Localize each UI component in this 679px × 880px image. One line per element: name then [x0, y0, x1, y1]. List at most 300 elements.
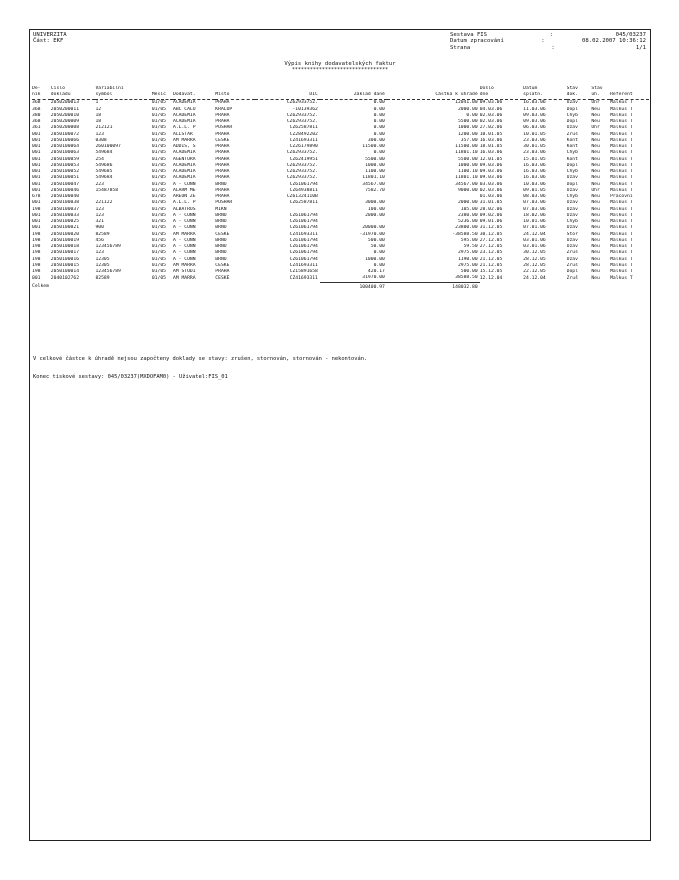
table-cell: 001	[32, 187, 41, 193]
table-cell: CZ41693311	[289, 231, 318, 237]
table-cell: 2050200013	[50, 100, 80, 106]
table-cell: 18	[95, 112, 102, 118]
table-cell: Dopl	[566, 119, 578, 125]
table-cell: -10139362	[292, 106, 318, 112]
table-cell: 198	[32, 269, 41, 275]
table-cell: Neu	[591, 181, 600, 187]
table-cell: Zruš	[566, 131, 578, 137]
table-cell: 2050100047	[50, 181, 80, 187]
table-cell: 1000.00	[365, 162, 385, 168]
table-cell: Uhr	[591, 125, 600, 131]
table-cell: Malkus T	[610, 181, 633, 187]
table-cell: Malkus T	[610, 175, 633, 181]
table-cell: Malkus T	[610, 237, 633, 243]
table-cell: 595.00	[460, 237, 478, 243]
column-header: Základ daně	[320, 92, 387, 100]
table-cell: 123456789	[95, 244, 121, 250]
table-cell: 260100097	[95, 144, 121, 150]
table-cell: 01/05	[151, 150, 166, 156]
table-cell: 01/05	[151, 256, 166, 262]
table-cell: 1	[95, 100, 99, 106]
table-cell: 01/05	[151, 244, 166, 250]
table-cell: PRAHA	[215, 119, 230, 125]
table-cell: CZ28492202	[289, 131, 318, 137]
table-cell: 01/05	[151, 169, 166, 175]
table-cell: ČESKÉ	[215, 231, 230, 237]
table-cell: Neu	[591, 156, 600, 162]
table-cell: 2050100051	[50, 175, 80, 181]
table-cell: ACADEMIA	[173, 150, 196, 156]
table-cell: Uzav	[566, 212, 578, 218]
table-cell: 24.12.04	[523, 275, 546, 281]
table-cell: 2050100019	[50, 237, 80, 243]
table-cell: Malkus T	[610, 106, 633, 112]
table-cell: AM STUDI	[173, 269, 196, 275]
report-title-underline: ********************************	[291, 66, 389, 73]
table-cell: A - CONN	[173, 237, 196, 243]
table-cell: Neu	[591, 137, 600, 143]
table-cell: Malkus T	[610, 250, 633, 256]
table-cell: 2050100037	[50, 206, 80, 212]
column-header: Datum	[523, 86, 538, 91]
table-cell: 01/05	[151, 112, 166, 118]
table-cell: 1200.00	[457, 131, 478, 137]
table-cell: BRNO	[215, 250, 227, 256]
table-cell: 01/05	[151, 119, 166, 125]
table-cell: 5500.00	[457, 119, 478, 125]
table-cell: 001	[32, 275, 41, 281]
table-cell: 04.03.06	[479, 106, 503, 112]
table-cell: 59.50	[463, 244, 478, 250]
table-cell: PRAHA	[215, 162, 230, 168]
table-cell: 0.00	[373, 125, 385, 131]
table-cell: CZ62933752.	[286, 162, 318, 168]
table-cell: ACADEMIA	[173, 112, 196, 118]
table-cell: Pracovní	[610, 194, 633, 200]
table-cell: 30.01.05	[523, 144, 546, 150]
table-cell: 1190.00	[457, 256, 478, 262]
column-header: splatn.	[523, 92, 566, 100]
table-cell: 16.03.06	[523, 175, 546, 181]
table-cell: 368	[32, 100, 41, 106]
table-cell: 09.03.06	[523, 119, 546, 125]
column-header: DIČ	[255, 92, 320, 100]
table-cell: Uzav	[566, 244, 578, 250]
column-header: De-	[32, 86, 41, 91]
table-cell: 212121	[95, 125, 113, 131]
table-cell: 001	[32, 131, 41, 137]
table-cell: 21.12.05	[479, 256, 503, 262]
table-cell: 5236.00	[457, 219, 478, 225]
table-body	[32, 100, 649, 282]
table-cell: Neu	[591, 175, 600, 181]
table-cell: PRAHA	[215, 112, 230, 118]
table-cell: 09.03.06	[479, 169, 503, 175]
table-cell: Malkus T	[610, 269, 633, 275]
table-cell: 11801.10	[455, 175, 478, 181]
table-cell: 456	[95, 237, 104, 243]
table-cell: 03.01.06	[523, 237, 546, 243]
table-cell: KRALUP	[215, 106, 233, 112]
table-cell: -31970.00	[359, 231, 385, 237]
table-cell: 2000.00	[365, 212, 385, 218]
table-cell: 09.01.06	[479, 219, 503, 225]
table-cell: ACADEMIA	[173, 100, 196, 106]
table-cell: 500.00	[460, 269, 478, 275]
table-cell: 0.00	[373, 250, 385, 256]
table-cell: 2050100066	[50, 137, 80, 143]
table-cell: 07.01.06	[523, 225, 546, 231]
report-page	[29, 29, 651, 841]
table-cell: 678	[32, 194, 41, 200]
table-cell: CZ62933752.	[286, 150, 318, 156]
table-cell: Zruš	[566, 250, 578, 256]
table-cell: 123	[95, 212, 104, 218]
table-cell: 2050200008	[50, 125, 80, 131]
table-cell: 03.03.06	[479, 181, 503, 187]
table-cell: CZ62933752.	[286, 112, 318, 118]
table-cell: 82589	[95, 231, 110, 237]
table-cell: 001	[32, 144, 41, 150]
table-cell: 01/05	[151, 144, 166, 150]
table-cell: 001	[32, 181, 41, 187]
table-cell: Chyb	[566, 150, 578, 156]
table-cell: 09.02.06	[479, 212, 503, 218]
table-cell: 01/05	[151, 237, 166, 243]
table-cell: 12.12.04	[479, 275, 503, 281]
table-cell: 10.01.05	[523, 131, 546, 137]
table-cell: Malkus T	[610, 225, 633, 231]
column-header: ník	[32, 92, 51, 100]
table-cell: AM MARRA	[173, 262, 196, 268]
table-cell: 2050100038	[50, 200, 80, 206]
table-row	[32, 275, 649, 282]
table-cell: 2050100033	[50, 212, 80, 218]
table-cell: 01/05	[151, 250, 166, 256]
table-cell: 0.00	[466, 112, 478, 118]
table-cell: 01/05	[151, 212, 166, 218]
table-cell: 198	[32, 250, 41, 256]
table-cell: CZ61061794	[289, 256, 318, 262]
table-cell: 123	[95, 206, 104, 212]
total-row	[32, 282, 649, 291]
header-meta-value: 045/03237	[615, 32, 646, 38]
table-cell: Neu	[591, 150, 600, 156]
table-cell: AM MARRA	[173, 137, 196, 143]
table-cell: 254	[95, 156, 104, 162]
table-cell: 198	[32, 231, 41, 237]
total-amount: 148032.80	[387, 282, 480, 291]
table-cell: 34567.00	[362, 181, 385, 187]
table-cell: 11500.00	[362, 144, 385, 150]
table-cell: ACADEMIA	[173, 119, 196, 125]
table-cell: Neu	[591, 262, 600, 268]
table-cell: 001	[32, 212, 41, 218]
column-header: symbol	[95, 92, 151, 100]
table-cell: Kont	[566, 156, 578, 162]
table-cell: 001	[32, 137, 41, 143]
column-header: Došlo	[479, 86, 494, 91]
table-cell: 01/05	[151, 106, 166, 112]
table-cell: 18.02.06	[523, 212, 546, 218]
table-cell: 30.12.05	[479, 231, 503, 237]
table-cell: CZ15891658	[289, 269, 318, 275]
table-cell: 1100.00	[365, 169, 385, 175]
table-cell: 22.12.05	[523, 269, 546, 275]
header-meta-sep: :	[551, 44, 555, 51]
table-cell: 09.01.05	[523, 187, 546, 193]
table-cell: PRAHA	[215, 131, 230, 137]
table-cell: CZ41693311	[289, 137, 318, 143]
table-cell: 0.00	[373, 150, 385, 156]
table-cell: Neu	[591, 212, 600, 218]
table-cell: 12	[95, 106, 102, 112]
column-header: Číslo	[50, 86, 65, 91]
table-cell: 001	[32, 169, 41, 175]
column-header: Měsíc	[152, 92, 173, 100]
table-cell: 01/05	[151, 219, 166, 225]
table-cell: POSHAŘ	[215, 125, 233, 131]
table-cell: ALLSTAR	[173, 131, 193, 137]
table-cell: Malkus T	[610, 150, 633, 156]
table-cell: 1000.00	[457, 125, 478, 131]
table-cell: 01/05	[151, 194, 166, 200]
table-cell: 01/05	[151, 206, 166, 212]
table-cell: 123456789	[95, 269, 121, 275]
total-base: 100400.97	[320, 282, 387, 291]
invoice-table	[32, 86, 649, 291]
table-cell: Chyb	[566, 169, 578, 175]
table-cell: CZ41693311	[289, 262, 318, 268]
table-cell: 368	[32, 119, 41, 125]
table-cell: 0.00	[373, 100, 385, 106]
table-cell: 0.00	[373, 262, 385, 268]
table-cell: Malkus T	[610, 112, 633, 118]
table-cell: 20000.00	[362, 225, 385, 231]
table-cell: 2050100018	[50, 244, 80, 250]
table-cell: 361	[32, 125, 41, 131]
table-cell: Malkus T	[610, 119, 633, 125]
table-cell: A - CONN	[173, 256, 196, 262]
table-cell: 12305	[95, 256, 110, 262]
table-cell: BRNO	[215, 237, 227, 243]
table-cell: 23800.00	[455, 225, 478, 231]
table-cell: CZ26179890	[289, 144, 318, 150]
table-cell: 01/05	[151, 225, 166, 231]
table-cell: 2050100053	[50, 162, 80, 168]
table-cell: Malkus T	[610, 125, 633, 131]
table-cell: 198	[32, 206, 41, 212]
table-cell: Uhr	[591, 100, 600, 106]
table-cell: 2050100072	[50, 131, 80, 137]
table-cell: Dopl	[566, 269, 578, 275]
table-cell: 2380.00	[457, 212, 478, 218]
table-cell: 16.03.06	[523, 162, 546, 168]
table-cell: CZ61324110B	[286, 194, 318, 200]
table-cell: 2050100059	[50, 156, 80, 162]
total-note: V celkové částce k úhradě nejsou započteny doklady se stavy: zrušen, stornován, stornován - nekontován.	[33, 356, 368, 362]
table-cell: BRNO	[215, 212, 227, 218]
table-cell: 31.12.05	[479, 225, 503, 231]
table-cell: -38588.50	[452, 231, 478, 237]
table-cell: ACADEMIA	[173, 162, 196, 168]
report-footer: Konec tiskové sestavy: 045/03237(MXDOFAM0) - Uživatel:FIS_01	[33, 374, 228, 380]
table-cell: Malkus T	[610, 206, 633, 212]
table-cell: PRAHA	[215, 150, 230, 156]
table-cell: 2050200009	[50, 119, 80, 125]
header-meta-label: Datum zpracování	[450, 38, 504, 45]
table-cell: Malkus T	[610, 244, 633, 250]
column-header: Stav	[566, 86, 578, 91]
table-cell: 01/05	[151, 262, 166, 268]
table-cell: BRNO	[215, 181, 227, 187]
table-cell: PRAHA	[215, 187, 230, 193]
table-cell: CZ61061794	[289, 244, 318, 250]
header-meta-label: Sestava FIS	[450, 32, 488, 38]
table-cell: Neu	[591, 200, 600, 206]
table-header-row-2	[32, 92, 649, 100]
table-cell: Neu	[591, 225, 600, 231]
table-row	[32, 100, 649, 107]
table-cell: 198	[32, 256, 41, 262]
table-cell: 2975.00	[457, 250, 478, 256]
table-cell: 2050100021	[50, 225, 80, 231]
column-header: Částka k úhradě	[387, 92, 480, 100]
table-cell: 07.03.06	[523, 206, 546, 212]
table-cell: 23.12.05	[479, 250, 503, 256]
table-cell: 549684	[95, 150, 113, 156]
table-cell: 09.03.06	[523, 112, 546, 118]
table-cell: 001	[32, 150, 41, 156]
table-cell: 001	[32, 219, 41, 225]
table-cell: 2000.00	[457, 200, 478, 206]
table-cell: ACADEMIA	[173, 175, 196, 181]
table-cell: ČESKÉ	[215, 262, 230, 268]
table-cell: 10.01.05	[479, 131, 503, 137]
table-cell: Malkus T	[610, 262, 633, 268]
table-cell: Malkus T	[610, 219, 633, 225]
table-cell: 2050100015	[50, 262, 80, 268]
table-cell: 01/05	[151, 156, 166, 162]
table-cell: CZ61061794	[289, 250, 318, 256]
table-cell: Neu	[591, 144, 600, 150]
table-cell: A - CONN	[173, 244, 196, 250]
table-cell: 2050100016	[50, 256, 80, 262]
table-cell: 1100.10	[457, 169, 478, 175]
table-cell: 2050100025	[50, 219, 80, 225]
table-cell: A - CONN	[173, 212, 196, 218]
table-cell: CZ62587811	[289, 200, 318, 206]
table-cell: PRAHA	[215, 100, 230, 106]
table-cell: A - CONN	[173, 225, 196, 231]
table-cell: ALBATROS	[173, 206, 196, 212]
table-cell: CZ61061794	[289, 219, 318, 225]
table-cell: Kont	[566, 137, 578, 143]
table-cell: PRAHA	[215, 175, 230, 181]
table-cell: 0308	[95, 137, 107, 143]
table-cell: 5500.00	[365, 156, 385, 162]
table-cell: 23.03.06	[523, 137, 546, 143]
table-cell: 34567.00	[455, 181, 478, 187]
table-cell: Malkus T	[610, 275, 633, 281]
header-meta-sep: :	[541, 38, 545, 45]
table-cell: 12.01.05	[479, 156, 503, 162]
table-cell: 06.03.06	[523, 125, 546, 131]
table-cell: 2050100020	[50, 231, 80, 237]
table-cell: BRNO	[215, 256, 227, 262]
column-header: dne	[480, 92, 523, 100]
table-cell: ALARM ME	[173, 187, 196, 193]
table-cell: 01/05	[151, 131, 166, 137]
table-cell: CZ61061794	[289, 237, 318, 243]
table-cell: Malkus T	[610, 100, 633, 106]
table-cell: Neu	[591, 194, 600, 200]
table-cell: 27.02.06	[479, 125, 503, 131]
institution-name: UNIVERZITA	[33, 32, 67, 38]
table-cell: 2050100064	[50, 144, 80, 150]
table-cell: 28.02.06	[479, 206, 503, 212]
table-cell: 001	[32, 200, 41, 206]
table-cell: 01/05	[151, 181, 166, 187]
table-cell: CZ64938811	[289, 187, 318, 193]
table-cell: 02.03.06	[479, 187, 503, 193]
table-cell: Neu	[591, 162, 600, 168]
table-cell: CZ62933752.	[286, 169, 318, 175]
table-cell: 357.00	[460, 137, 478, 143]
table-cell: ČESKÉ	[215, 275, 230, 281]
header-meta-sep: :	[549, 32, 554, 38]
report-header-right	[450, 32, 646, 51]
table-cell: 549684	[95, 175, 113, 181]
table-cell: A - CONN	[173, 181, 196, 187]
table-cell: 2050100017	[50, 250, 80, 256]
column-header: Referent	[610, 92, 649, 100]
table-cell: 1000.00	[457, 162, 478, 168]
table-cell: PRAHA	[215, 169, 230, 175]
header-meta-value: 08.02.2007 10:36:12	[581, 38, 646, 45]
table-cell: AM MARRA	[173, 275, 196, 281]
table-cell: 24.12.04	[523, 231, 546, 237]
table-cell: BRNO	[215, 219, 227, 225]
column-header: dokladu	[51, 92, 96, 100]
table-cell: 27.12.05	[479, 237, 503, 243]
table-cell: 001	[32, 225, 41, 231]
table-cell: AM MARRA	[173, 231, 196, 237]
table-cell: 1000.00	[365, 256, 385, 262]
table-cell: 223	[95, 181, 104, 187]
table-cell: 31970.00	[362, 275, 385, 281]
table-cell: 02.03.06	[479, 119, 503, 125]
table-cell: 01/05	[151, 269, 166, 275]
table-cell: AGENTURA	[173, 156, 196, 162]
table-cell: CZ62419951	[289, 156, 318, 162]
table-cell: 500.00	[367, 237, 385, 243]
table-cell: 18.01.05	[479, 144, 503, 150]
table-cell: 09.03.06	[479, 162, 503, 168]
column-header: Variabilní	[95, 86, 124, 91]
report-title-block	[30, 62, 650, 72]
table-cell: 16.03.06	[479, 137, 503, 143]
table-cell: 01/05	[151, 137, 166, 143]
table-cell: 0.00	[373, 131, 385, 137]
table-cell: 105.00	[460, 206, 478, 212]
table-cell: CZ61061794	[289, 212, 318, 218]
table-cell: 321	[95, 219, 104, 225]
table-cell: 198	[32, 244, 41, 250]
column-header: Stav	[591, 86, 603, 91]
table-cell: Uzav	[566, 206, 578, 212]
table-cell: 3000.00	[365, 200, 385, 206]
